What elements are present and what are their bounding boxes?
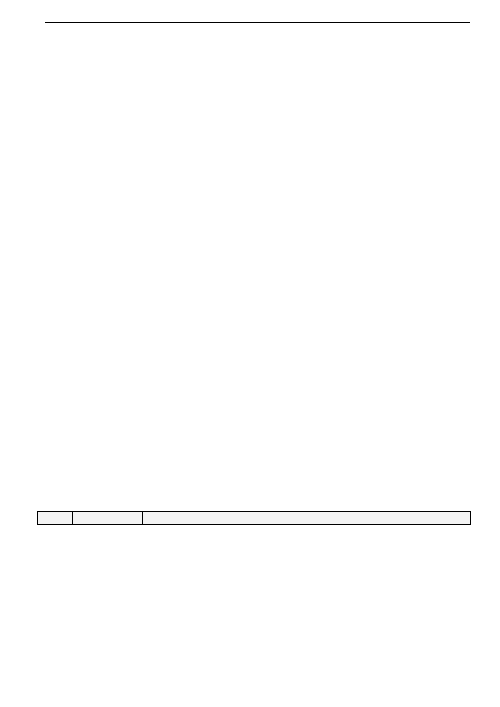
header-result [143, 512, 471, 525]
header-item [73, 512, 143, 525]
header-no [38, 512, 73, 525]
header-rule [45, 22, 470, 23]
survey-table [37, 511, 471, 525]
